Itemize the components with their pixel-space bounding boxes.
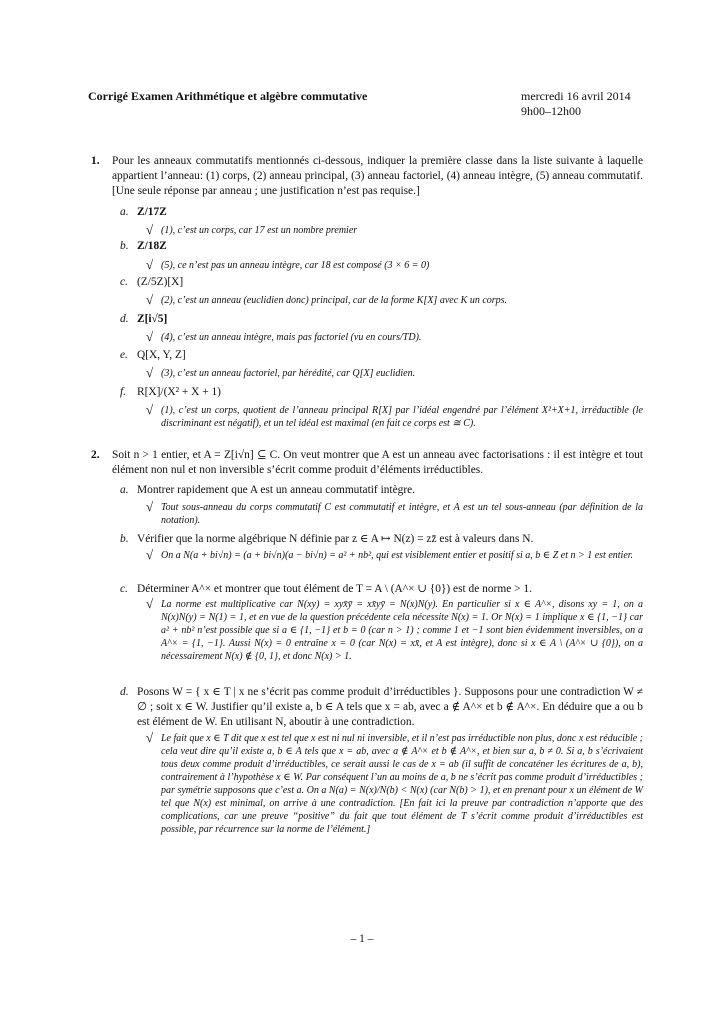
answer — [147, 404, 643, 430]
answer — [147, 598, 643, 663]
question-number: 2. — [91, 449, 100, 461]
part-label: d. — [120, 313, 129, 325]
question-1 — [93, 154, 643, 200]
ring-name: Z/17Z — [137, 206, 167, 218]
answer — [147, 331, 643, 344]
answer-text: Tout sous-anneau du corps commutatif C est commutatif et intègre, et A est un tel sous-anneau (par définition de la notation). — [161, 502, 643, 526]
answer — [147, 259, 643, 272]
question-text: Soit n > 1 entier, et A = Z[i√n] ⊆ C. On veut montrer que A est un anneau avec factorisations : il est intègre et tout élément non nul et non inversible s’écrit comme produit d’éléments irréductibles. — [112, 449, 643, 477]
check-icon: √ — [146, 499, 154, 514]
check-icon: √ — [146, 329, 154, 344]
part-label: d. — [120, 686, 129, 698]
question-text: Pour les anneaux commutatifs mentionnés ci-dessous, indiquer la première classe dans la liste suivante à laquelle appartient l’anneau: (1) corps, (2) anneau principal, (3) anneau factoriel, (4) anneau intègre, (5) anneau commutatif. [Une seule réponse par anneau ; une justification n’est pas requise.] — [112, 155, 643, 198]
exam-date: mercredi 16 avril 2014 — [521, 89, 631, 103]
check-icon: √ — [146, 222, 154, 237]
part-text — [137, 239, 643, 254]
answer — [147, 549, 643, 562]
check-icon: √ — [146, 547, 154, 562]
answer — [147, 367, 643, 380]
part-label: b. — [120, 240, 129, 252]
part-text: Déterminer A^× et montrer que tout élément de T = A \ (A^× ∪ {0}) est de norme > 1. — [137, 583, 532, 595]
part-text: Vérifier que la norme algébrique N définie par z ∈ A ↦ N(z) = zz̄ est à valeurs dans N. — [137, 533, 534, 545]
part-text — [137, 312, 643, 327]
part-text — [137, 385, 643, 400]
check-icon: √ — [146, 730, 154, 745]
part-text — [137, 348, 643, 363]
ring-name: Q[X, Y, Z] — [137, 349, 186, 361]
document-title: Corrigé Examen Arithmétique et algèbre commutative — [88, 89, 368, 103]
answer-text: (4), c’est un anneau intègre, mais pas factoriel (vu en cours/TD). — [161, 332, 422, 343]
check-icon: √ — [146, 365, 154, 380]
exam-date-block — [521, 89, 631, 119]
answer — [147, 732, 643, 836]
check-icon: √ — [146, 596, 154, 611]
answer-text: La norme est multiplicative car N(xy) = xyx̄ȳ = xx̄yȳ = N(x)N(y). En particulier si x ∈ A^×, disons xy = 1, on a N(x)N(y) = N(1) = 1, et en vue de la question précédente cela nécessite N(x) = 1. Or N(x) = 1 implique x ∈ {1, −1} car a² + nb² n’est possible que si a ∈ {1, −1} et b = 0 (car n > 1) ; comme 1 et −1 sont bien évidemment inversibles, on a A^× = {1, −1}. Aussi N(x) = 0 entraîne x = 0 (car N(x) = xx̄, et A est intègre), donc si x ∈ A \ (A^× ∪ {0}), on a nécessairement N(x) ∉ {0, 1}, et donc N(x) > 1. — [161, 599, 643, 662]
answer — [147, 224, 643, 237]
answer-text: (3), c’est un anneau factoriel, par hérédité, car Q[X] euclidien. — [161, 368, 416, 379]
answer — [147, 294, 643, 307]
part-label: c. — [120, 276, 128, 288]
part-text — [137, 205, 643, 220]
answer-text: (1), c’est un corps, car 17 est un nombre premier — [161, 225, 358, 236]
answer-text: Le fait que x ∈ T dit que x est tel que x est ni nul ni inversible, et il n’est pas irréductible non plus, donc x est réducible ; cela veut dire qu’il existe a, b ∈ A tels que x = ab, avec a ∉ A^× et b ∉ A^×, et bien sur a, b ≠ 0. Si a, b s’écrivaient tous deux comme produit d’irréductibles, ce serait aussi le cas de x = ab (il suffit de concaténer les écritures de a, b), contrairement à l’hypothèse x ∈ W. Par conséquent l’un au moins de a, b ne s’écrit pas comme produit d’irréductibles ; par symétrie supposons que c’est a. On a N(a) = N(x)/N(b) < N(x) (car N(b) > 1), et en prenant pour x un élément de W tel que N(x) est minimal, on arrive à une contradiction. [En fait ici la preuve par contradiction n’apporte que des complications, car une preuve “positive” du fait que tout élément de T s’écrit comme produit d’irréductibles est possible, par récurrence sur la norme de l’élément.] — [161, 733, 643, 835]
part-label: a. — [120, 484, 129, 496]
check-icon: √ — [146, 257, 154, 272]
check-icon: √ — [146, 292, 154, 307]
answer-text: (2), c’est un anneau (euclidien donc) principal, car de la forme K[X] avec K un corps. — [161, 295, 508, 306]
check-icon: √ — [146, 402, 154, 417]
part-text: Posons W = { x ∈ T | x ne s’écrit pas comme produit d’irréductibles }. Supposons pour une contradiction W ≠ ∅ ; soit x ∈ W. Justifier qu’il existe a, b ∈ A tels que x = ab, avec a ∉ A^× et b ∉ A^×. En déduire que a ou b est élément de W. En utilisant N, aboutir à une contradiction. — [137, 686, 643, 728]
ring-name: R[X]/(X² + X + 1) — [137, 386, 221, 398]
part-label: f. — [120, 386, 127, 398]
page-number: – 1 – — [350, 933, 374, 945]
part-label: e. — [120, 349, 128, 361]
ring-name: (Z/5Z)[X] — [137, 276, 184, 288]
part-text — [137, 275, 643, 290]
part-text: Montrer rapidement que A est un anneau commutatif intègre. — [137, 484, 416, 496]
answer — [147, 501, 643, 527]
answer-text: (5), ce n’est pas un anneau intègre, car 18 est composé (3 × 6 = 0) — [161, 260, 430, 271]
question-number: 1. — [91, 155, 100, 167]
part-label: a. — [120, 206, 129, 218]
question-2 — [93, 448, 643, 478]
ring-name: Z/18Z — [137, 240, 167, 252]
part-label: c. — [120, 583, 128, 595]
answer-text: (1), c’est un corps, quotient de l’anneau principal R[X] par l’idéal engendré par l’élément X²+X+1, irréductible (le discriminant est négatif), et un tel idéal est maximal (en fait ce corps est ≅ C). — [161, 405, 643, 429]
exam-time: 9h00–12h00 — [521, 104, 581, 118]
ring-name: Z[i√5] — [137, 313, 168, 325]
part-label: b. — [120, 533, 129, 545]
answer-text: On a N(a + bi√n) = (a + bi√n)(a − bi√n) = a² + nb², qui est visiblement entier et positif si a, b ∈ Z et n > 1 est entier. — [161, 550, 634, 561]
